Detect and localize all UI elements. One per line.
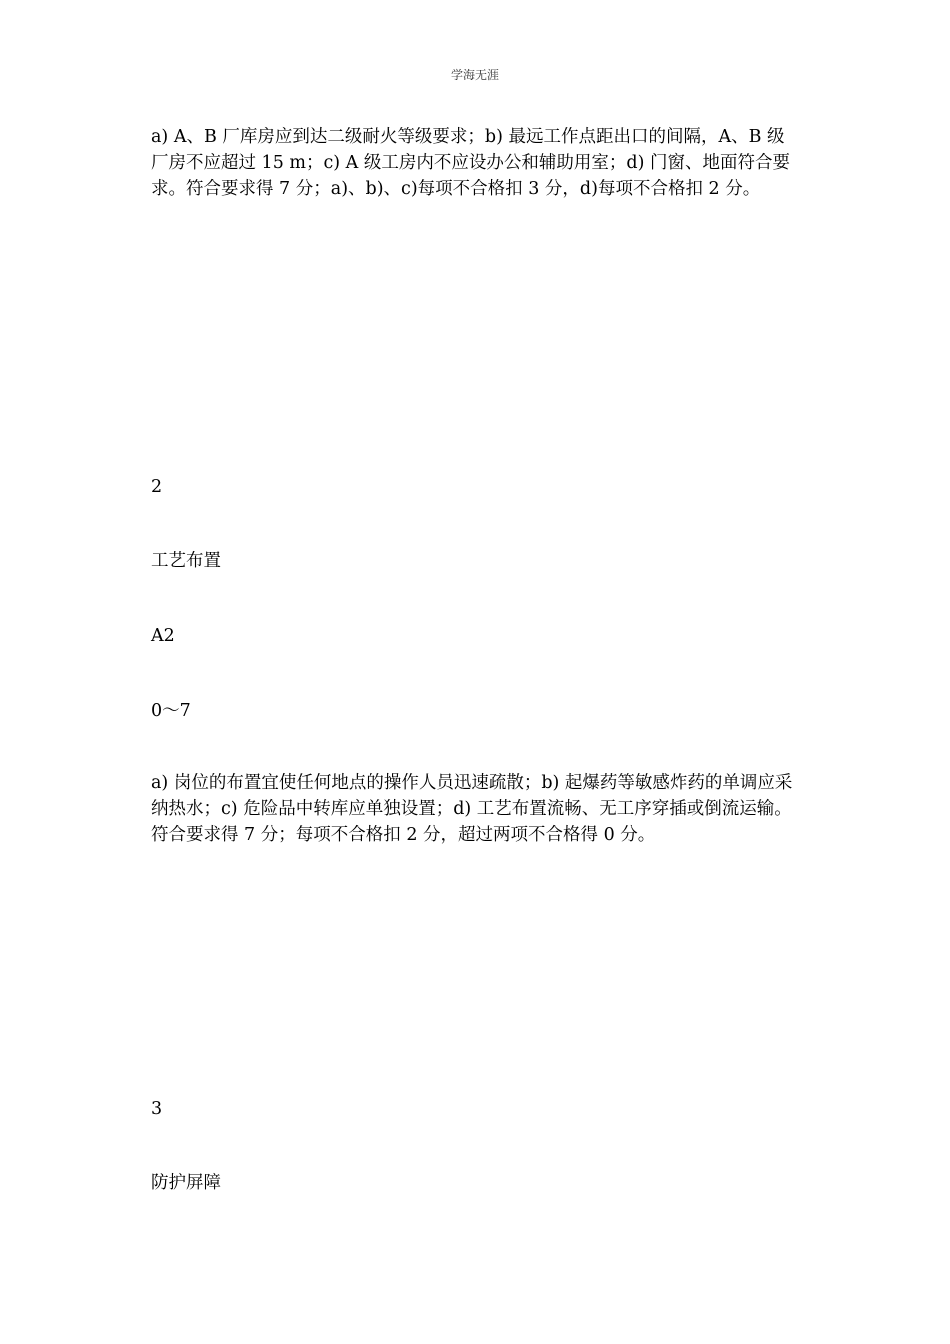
item2-description: a) 岗位的布置宜使任何地点的操作人员迅速疏散；b) 起爆药等敏感炸药的单调应采纳热水；c) 危险品中转库应单独设置；d) 工艺布置流畅、无工序穿插或倒流运输。符合要求得 7 分；每项不合格扣 2 分，超过两项不合格得 0 分。 (151, 773, 793, 845)
item2-score-range: 0～7 (151, 701, 191, 721)
page-header: 学海无涯 (450, 68, 499, 82)
item2-title: 工艺布置 (151, 551, 221, 571)
item2-number: 2 (151, 477, 163, 497)
item1-description: a) A、B 厂库房应到达二级耐火等级要求；b) 最远工作点距出口的间隔，A、B 级厂房不应超过 15 m；c) A 级工房内不应设办公和辅助用室；d) 门窗、地面符合要求。符合要求得 7 分；a)、b)、c)每项不合格扣 3 分，d)每项不合格扣 2 分。 (151, 127, 790, 199)
item3-number: 3 (151, 1099, 163, 1119)
item2-code: A2 (151, 626, 175, 646)
item3-title: 防护屏障 (151, 1173, 221, 1193)
